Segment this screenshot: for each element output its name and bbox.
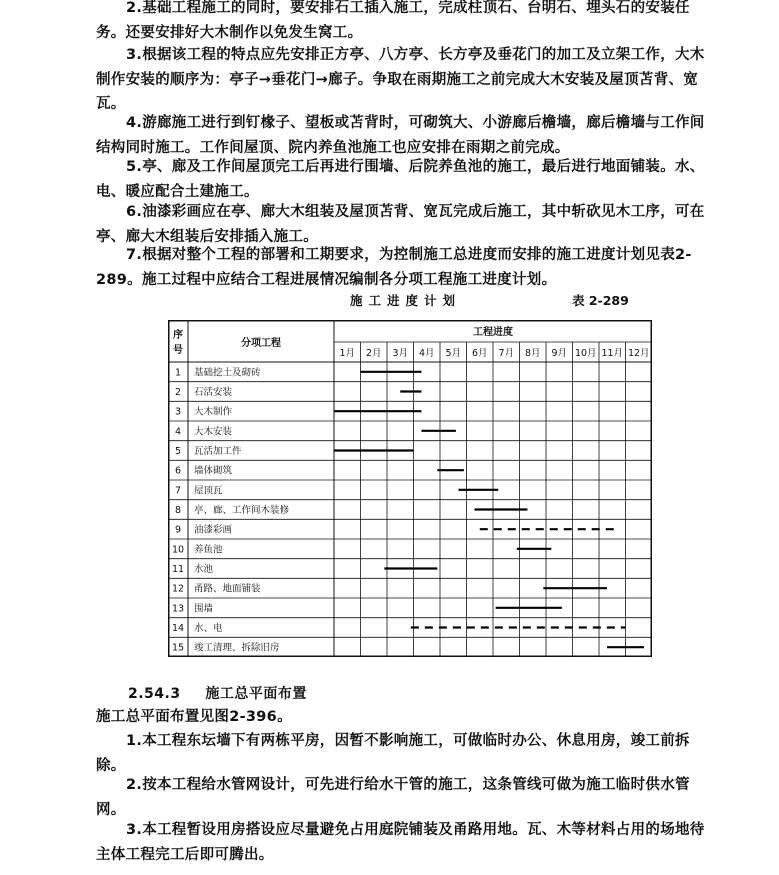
table-caption bbox=[96, 291, 656, 309]
month-label: 6月 bbox=[471, 348, 488, 359]
row-number: 10 bbox=[171, 544, 185, 556]
row-task-name: 油漆彩画 bbox=[194, 524, 233, 536]
schedule-gantt-table bbox=[168, 320, 654, 658]
month-label: 8月 bbox=[524, 348, 541, 359]
row-number: 2 bbox=[174, 387, 182, 398]
row-task-name: 墙体砌筑 bbox=[194, 465, 233, 477]
paragraph-plan-ref: 施工总平面布置见图2-396。 bbox=[96, 709, 292, 725]
month-label: 9月 bbox=[551, 348, 568, 359]
month-label: 1月 bbox=[339, 348, 356, 359]
month-label: 3月 bbox=[392, 348, 409, 359]
row-task-name: 围墙 bbox=[194, 603, 214, 615]
header-progress: 工程进度 bbox=[473, 327, 513, 338]
row-task-name: 大木安装 bbox=[194, 426, 233, 438]
paragraph-plan-3: 3.本工程暂设用房搭设应尽量避免占用庭院铺装及甬路用地。瓦、木等材料占用的场地待主体工程完工后即可腾出。 bbox=[96, 822, 705, 863]
row-number: 8 bbox=[174, 505, 182, 516]
row-number: 9 bbox=[174, 524, 182, 536]
table-number: 表 2-289 bbox=[572, 293, 629, 308]
row-task-name: 水、电 bbox=[194, 623, 223, 634]
header-seq-1: 序 bbox=[173, 330, 183, 341]
row-number: 13 bbox=[171, 603, 185, 615]
row-task-name: 甬路、地面铺装 bbox=[194, 583, 261, 595]
row-number: 5 bbox=[174, 446, 182, 457]
month-label: 7月 bbox=[498, 348, 515, 359]
table-title: 施工进度计划 bbox=[350, 293, 462, 308]
row-number: 15 bbox=[171, 642, 185, 654]
section-heading bbox=[128, 683, 307, 703]
paragraph-2: 2.基础工程施工的同时，要安排石工插入施工，完成柱顶石、台明石、埋头石的安装任务。还要安排好大木制作以免发生窝工。 bbox=[96, 0, 690, 41]
row-number: 14 bbox=[171, 623, 185, 634]
row-task-name: 水池 bbox=[194, 564, 214, 575]
month-label: 10月 bbox=[574, 348, 597, 359]
paragraph-4: 4.游廊施工进行到钉椽子、望板或苫背时，可砌筑大、小游廊后檐墙，廊后檐墙与工作间结构同时施工。工作间屋顶、院内养鱼池施工也应安排在雨期之前完成。 bbox=[96, 115, 705, 156]
paragraph-plan-2: 2.按本工程给水管网设计，可先进行给水干管的施工，这条管线可做为施工临时供水管网。 bbox=[96, 777, 690, 818]
row-number: 3 bbox=[174, 406, 182, 418]
month-label: 11月 bbox=[601, 348, 624, 359]
row-task-name: 竣工清理、拆除旧房 bbox=[194, 642, 280, 654]
paragraph-7: 7.根据对整个工程的部署和工期要求，为控制施工总进度而安排的施工进度计划见表2-289。施工过程中应结合工程进展情况编制各分项工程施工进度计划。 bbox=[96, 247, 692, 288]
row-task-name: 屋顶瓦 bbox=[194, 485, 223, 497]
section-title: 施工总平面布置 bbox=[205, 686, 307, 702]
row-task-name: 瓦活加工件 bbox=[194, 446, 242, 457]
row-task-name: 大木制作 bbox=[194, 406, 233, 418]
paragraph-6: 6.油漆彩画应在亭、廊大木组装及屋顶苫背、宽瓦完成后施工，其中斩砍见木工序，可在亭、廊大木组装后安排插入施工。 bbox=[96, 204, 705, 245]
header-item: 分项工程 bbox=[241, 338, 281, 349]
row-number: 4 bbox=[174, 426, 182, 438]
month-label: 5月 bbox=[445, 348, 462, 359]
row-task-name: 亭、廊、工作间木装修 bbox=[194, 505, 290, 516]
month-label: 2月 bbox=[365, 348, 382, 359]
month-label: 12月 bbox=[627, 348, 650, 359]
row-number: 7 bbox=[174, 485, 182, 497]
paragraph-5: 5.亭、廊及工作间屋顶完工后再进行围墙、后院养鱼池的施工，最后进行地面铺装。水、电、暖应配合土建施工。 bbox=[96, 159, 705, 200]
row-number: 1 bbox=[174, 367, 182, 379]
header-seq-2: 号 bbox=[173, 345, 183, 356]
paragraph-plan-1: 1.本工程东坛墙下有两栋平房，因暂不影响施工，可做临时办公、休息用房，竣工前拆除。 bbox=[96, 733, 690, 774]
section-number: 2.54.3 bbox=[128, 686, 181, 702]
row-number: 12 bbox=[171, 583, 185, 595]
row-task-name: 石活安装 bbox=[194, 387, 233, 398]
month-label: 4月 bbox=[418, 348, 435, 359]
row-number: 6 bbox=[174, 465, 182, 477]
row-task-name: 养鱼池 bbox=[194, 544, 223, 556]
paragraph-3: 3.根据该工程的特点应先安排正方亭、八方亭、长方亭及垂花门的加工及立架工作，大木制作安装的顺序为：亭子→垂花门→廊子。争取在雨期施工之前完成大木安装及屋顶苫背、宽瓦。 bbox=[96, 47, 705, 112]
row-task-name: 基础挖土及砌砖 bbox=[194, 367, 261, 379]
row-number: 11 bbox=[171, 564, 185, 575]
